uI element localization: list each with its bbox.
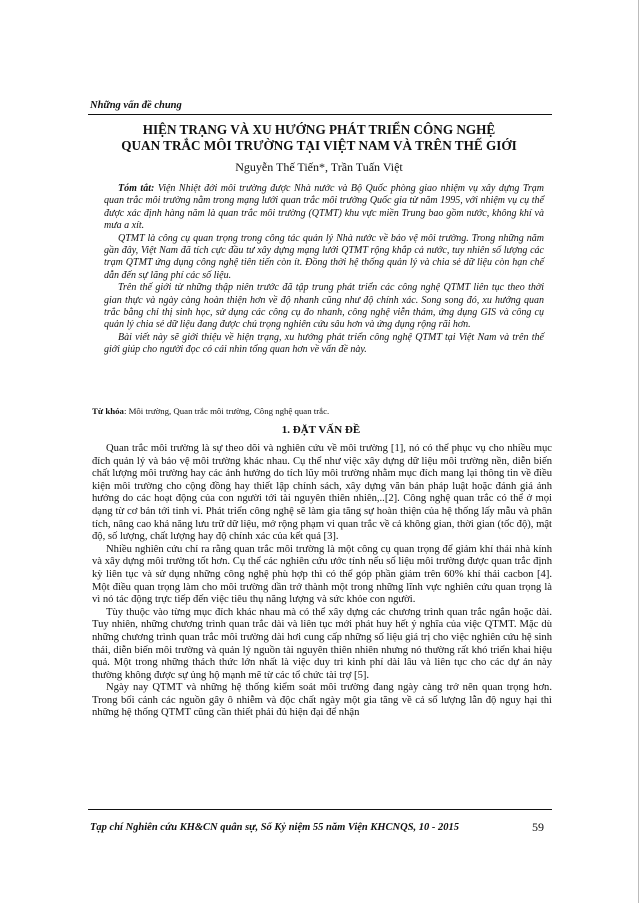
article-title [70, 122, 568, 154]
keywords-label: Từ khóa [92, 406, 124, 416]
page-number: 59 [532, 820, 544, 834]
section-body [92, 443, 552, 720]
section-heading: 1. ĐẶT VẤN ĐỀ [281, 424, 361, 436]
header-rule [88, 114, 552, 115]
body-paragraph-2: Nhiều nghiên cứu chỉ ra rằng quan trắc môi trường là một công cụ quan trọng để giảm khí thải nhà kính và xây dựng môi trường tốt hơn. Cụ thể các nghiên cứu ước tính nếu số liệu môi trường được quan trắc định kỳ liên tục và sử dụng những công nghệ phù hợp thì có thể góp phần giảm trên 60% khí thải cacbon [4]. Một điều quan trọng làm cho môi trường dần trở thành một trong những lĩnh vực nghiên cứu quan trọng là vì nó tác động trực tiếp đến việc tiêu thụ năng lượng và sức khỏe con người. [92, 543, 552, 606]
section-header: Những vấn đề chung [90, 100, 182, 111]
body-paragraph-3: Tùy thuộc vào từng mục đích khác nhau mà có thể xây dựng các chương trình quan trắc ngắn hoặc dài. Tuy nhiên, những chương trình quan trắc dài và liên tục mới phát huy hết ý nghĩa của việc QTMT. Mặc dù những chương trình quan trắc môi trường dài hơi cung cấp những số liệu giá trị cho việc nghiên cứu hệ sinh thái, diễn biến môi trường và quản lý nguồn tài nguyên thiên nhiên nhưng nó thường rất khó triển khai hiệu quả. Một trong những thách thức lớn nhất là việc duy trì kinh phí dài lâu và liên tục cho các dự án này thường không được sự ủng hộ mạnh mẽ từ các tổ chức tài trợ [5]. [92, 606, 552, 681]
footer-rule [88, 809, 552, 810]
abstract-paragraph-1 [104, 183, 544, 233]
abstract-paragraph-3: Trên thế giới từ những thập niên trước đã tập trung phát triển các công nghệ QTMT liên tục theo thời gian thực và ngày càng hoàn thiện hơn về độ nhanh cũng như độ chính xác. Song song đó, xu hướng quan trắc bằng chỉ thị sinh học, sử dụng các công cụ đo nhanh, công nghệ viễn thám, ứng dụng GIS và công cụ quản lý chia sẻ dữ liệu đang được chú trọng nghiên cứu sâu hơn và ứng dụng rộng rãi hơn. [104, 282, 544, 331]
abstract-label: Tóm tắt: [118, 183, 155, 194]
footer-journal: Tạp chí Nghiên cứu KH&CN quân sự, Số Kỷ niệm 55 năm Viện KHCNQS, 10 - 2015 [90, 822, 460, 833]
abstract-paragraph-2: QTMT là công cụ quan trọng trong công tác quản lý Nhà nước về bảo vệ môi trường. Trong những năm gần đây, Việt Nam đã tích cực đầu tư xây dựng mạng lưới QTMT rộng khắp cả nước, tuy nhiên số lượng các trạm QTMT ứng dụng công nghệ tiên tiến còn ít. Đồng thời hệ thống quản lý và chia sẻ dữ liệu còn hạn chế dẫn đến sự lãng phí các số liệu. [104, 232, 544, 281]
body-paragraph-4: Ngày nay QTMT và những hệ thống kiểm soát môi trường đang ngày càng trở nên quan trọng hơn. Trong bối cảnh các nguồn gây ô nhiễm và độc chất ngày một gia tăng về cả số lượng lẫn độ nguy hại thì những hệ thống QTMT cũng cần thiết phải đủ hiện đại để nhận [92, 682, 552, 719]
title-line-1: HIỆN TRẠNG VÀ XU HƯỚNG PHÁT TRIỂN CÔNG NGHỆ [142, 122, 496, 137]
abstract-paragraph-4: Bài viết này sẽ giới thiệu về hiện trạng, xu hướng phát triển công nghệ QTMT tại Việt Nam và trên thế giới giúp cho người đọc có cái nhìn tổng quan hơn về vấn đề này. [104, 331, 544, 356]
body-paragraph-1: Quan trắc môi trường là sự theo dõi và nghiên cứu về môi trường [1], nó có thể phục vụ cho nhiều mục đích quản lý và bảo vệ môi trường khác nhau. Cụ thể như việc xây dựng dữ liệu môi trường nền, diễn biến chất lượng môi trường hay các ảnh hưởng do tích lũy môi trường nhằm mục đích mang lại thông tin về điều kiện môi trường cho cộng đồng hay thiết lập chính sách, xây dựng văn bản pháp luật hoặc đánh giá ảnh hưởng do các hoạt động của con người tới tài nguyên thiên nhiên,..[2]. Công nghệ quan trắc có thể ở mọi dạng từ cơ bản tới tinh vi. Phát triển công nghệ sẽ làm gia tăng sự hoàn thiện của hệ thống lấy mẫu và phân tích, nâng cao khả năng lưu trữ dữ liệu, mở rộng phạm vi quan trắc về cả không gian, thời gian (tốc độ), mật độ, số lượng, chất lượng hay độ chính xác của kết quả [3]. [92, 443, 552, 543]
keywords-text: : Môi trường, Quan trắc môi trường, Công nghệ quan trắc. [123, 406, 330, 416]
authors: Nguyễn Thế Tiến*, Trần Tuấn Việt [235, 160, 403, 174]
title-line-2: QUAN TRẮC MÔI TRƯỜNG TẠI VIỆT NAM VÀ TRÊN THẾ GIỚI [121, 138, 517, 153]
keywords [92, 406, 552, 416]
abstract [104, 183, 544, 357]
abstract-text-1: Viện Nhiệt đới môi trường được Nhà nước và Bộ Quốc phòng giao nhiệm vụ xây dựng Trạm quan trắc môi trường nằm trong mạng lưới quan trắc môi trường Quốc gia từ năm 1995, với nhiệm vụ cụ thể được xác định hàng năm là quan trắc môi trường (QTMT) khu vực miền Trung bao gồm nước, không khí và mưa a xít. [104, 183, 544, 232]
